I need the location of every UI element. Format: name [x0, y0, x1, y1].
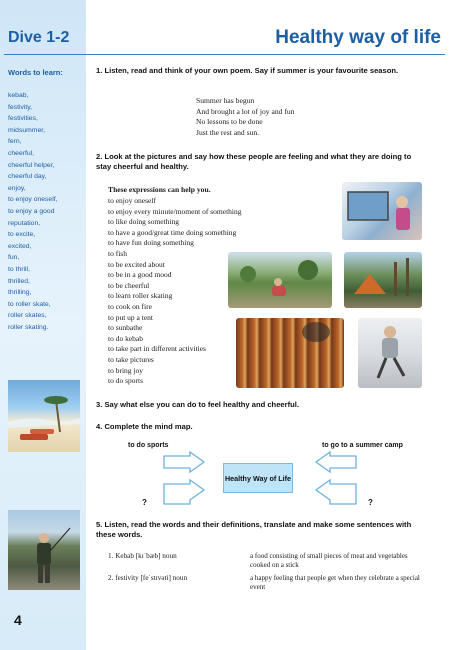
arrow-lower-left-icon — [164, 480, 204, 504]
expression-item: to take pictures — [108, 354, 154, 364]
definition-text: a happy feeling that people get when they celebrate a special event — [250, 574, 420, 591]
word-item: excited, — [8, 242, 32, 250]
expression-item: to sunbathe — [108, 323, 143, 333]
word-item: festivities, — [8, 115, 38, 123]
poem-line: No lessons to be done — [196, 117, 263, 127]
poem-line: Just the rest and sun. — [196, 127, 260, 137]
task-4-instruction: 4. Complete the mind map. — [96, 422, 193, 431]
header-rule — [4, 54, 445, 55]
word-item: to excite, — [8, 231, 36, 239]
poem-line: Summer has begun — [196, 96, 255, 105]
definition-term: 1. Kebab [kɪˈbæb] noun — [108, 552, 177, 560]
word-item: to enjoy a good — [8, 207, 55, 215]
expression-item: to be cheerful — [108, 280, 150, 290]
expression-item: to learn roller skating — [108, 291, 173, 301]
expression-item: to do sports — [108, 376, 144, 386]
definition-row — [108, 552, 428, 574]
photo-painting-by-lake — [342, 182, 422, 240]
word-item: to enjoy oneself, — [8, 196, 58, 204]
word-item: cheerful, — [8, 149, 35, 157]
definition-term: 2. festivity [feˈstɪvəti] noun — [108, 574, 188, 582]
word-item: midsummer, — [8, 126, 46, 134]
task-5-instruction: 5. Listen, read the words and their definitions, translate and make some sentences with these words. — [96, 520, 412, 539]
page-number: 4 — [14, 612, 22, 628]
expression-item: to fish — [108, 248, 127, 258]
definition-row — [108, 574, 428, 596]
arrow-upper-left-icon — [164, 452, 204, 472]
unit-label: Dive 1-2 — [8, 29, 70, 46]
mind-map-question-left: ? — [142, 498, 147, 507]
word-item: cheerful day, — [8, 173, 47, 181]
mind-map-question-right: ? — [368, 498, 373, 507]
word-item: kebab, — [8, 92, 29, 99]
expression-item: to have fun doing something — [108, 238, 194, 248]
word-item: reputation, — [8, 219, 41, 227]
arrow-lower-right-icon — [316, 480, 356, 504]
word-item: cheerful helper, — [8, 161, 55, 169]
definitions-list — [108, 552, 428, 596]
fisherman-photo — [8, 510, 80, 590]
words-to-learn-list — [8, 90, 86, 333]
definition-text: a food consisting of small pieces of meat and vegetables cooked on a stick — [250, 552, 408, 569]
poem — [196, 96, 295, 138]
expression-item: to cook on fire — [108, 301, 152, 311]
word-item: roller skating. — [8, 323, 49, 331]
mind-map-center — [223, 463, 293, 493]
poem-line: And brought a lot of joy and fun — [196, 106, 295, 116]
expressions-list — [108, 196, 242, 387]
expression-item: to do kebab — [108, 333, 143, 343]
mind-map-left-label: to do sports — [128, 442, 169, 449]
photo-roller-skater — [358, 318, 422, 388]
expression-item: to take part in different activities — [108, 344, 206, 354]
photo-kebab-grill — [236, 318, 344, 388]
task-3-instruction: 3. Say what else you can do to feel healthy and cheerful. — [96, 400, 299, 409]
expression-item: to like doing something — [108, 217, 180, 227]
word-item: to roller skate, — [8, 300, 51, 308]
photo-roller-skating-group — [228, 252, 332, 308]
expression-item: to be in a good mood — [108, 270, 172, 280]
expression-item: to bring joy — [108, 365, 143, 375]
expression-item: to be excited about — [108, 259, 165, 269]
word-item: fern, — [8, 138, 22, 146]
mind-map-right-label: to go to a summer camp — [322, 442, 403, 449]
expression-item: to enjoy every minute/moment of something — [108, 206, 242, 216]
beach-photo — [8, 380, 80, 452]
expression-item: to enjoy oneself — [108, 196, 156, 205]
words-to-learn-heading: Words to learn: — [8, 68, 63, 77]
word-item: thrilling, — [8, 289, 32, 297]
expression-item: to put up a tent — [108, 312, 153, 322]
expressions-heading: These expressions can help you. — [108, 185, 211, 194]
word-item: fun, — [8, 254, 20, 262]
word-item: roller skates, — [8, 312, 47, 320]
page-title: Healthy way of life — [275, 27, 441, 48]
photo-tent-camp — [344, 252, 422, 308]
word-item: enjoy, — [8, 184, 26, 192]
word-item: festivity, — [8, 103, 33, 111]
task-2-instruction: 2. Look at the pictures and say how these people are feeling and what they are doing to stay cheerful and healthy. — [96, 152, 412, 171]
word-item: thrilled, — [8, 277, 30, 285]
task-1-instruction: 1. Listen, read and think of your own poem. Say if summer is your favourite season. — [96, 66, 399, 75]
expression-item: to have a good/great time doing something — [108, 227, 237, 237]
mind-map-center-label: Healthy Way of Life — [224, 473, 292, 483]
arrow-upper-right-icon — [316, 452, 356, 472]
word-item: to thrill, — [8, 265, 30, 273]
